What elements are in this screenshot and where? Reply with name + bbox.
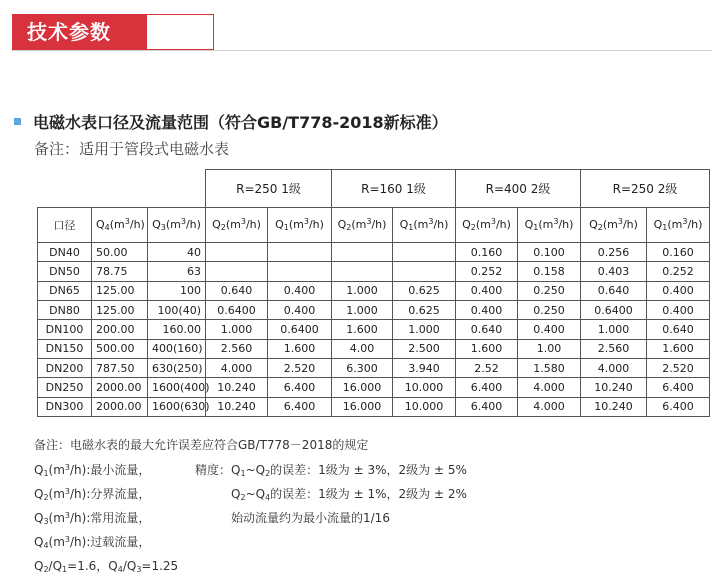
cell-q3: 400(160): [148, 339, 206, 358]
table-row: [38, 359, 710, 378]
notes-start-flow: 始动流量约为最小流量的1/16: [231, 511, 390, 525]
cell-q1: 0.250: [518, 281, 581, 300]
cell-q2: 1.000: [332, 301, 393, 320]
cell-q3: 100: [148, 281, 206, 300]
cell-q2: [206, 243, 268, 262]
cell-q3: 630(250): [148, 359, 206, 378]
flow-range-table: [37, 169, 710, 417]
cell-size: DN200: [38, 359, 92, 378]
notes-q4: $Q_4(m^3/h)$:过载流量，: [34, 535, 151, 550]
notes-accuracy-2: $Q_2\sim Q_4$的误差：1级为 ± 1%，2级为 ± 2%: [231, 487, 467, 502]
cell-q2: 0.160: [456, 243, 518, 262]
cell-q2: 10.240: [581, 378, 647, 397]
table-row: [38, 339, 710, 358]
col-header-q3: $Q_3(m^3/h)$: [148, 207, 206, 243]
size-header: 口径: [38, 207, 92, 243]
cell-q2: [332, 262, 393, 281]
table-corner: [38, 170, 206, 208]
q4-label: 过载流量，: [90, 535, 151, 549]
banner-divider: [12, 50, 712, 51]
cell-q2: 0.403: [581, 262, 647, 281]
col-header-q1: $Q_1(m^3/h)$: [647, 207, 710, 243]
cell-size: DN40: [38, 243, 92, 262]
notes-q3: $Q_3(m^3/h)$:常用流量，: [34, 511, 151, 526]
cell-q1: 0.250: [518, 301, 581, 320]
cell-q1: 0.160: [647, 243, 710, 262]
cell-q2: 0.640: [581, 281, 647, 300]
table-row: [38, 243, 710, 262]
cell-q2: 10.240: [581, 397, 647, 416]
cell-q1: [393, 243, 456, 262]
cell-q4: 787.50: [92, 359, 148, 378]
cell-q2: 4.000: [581, 359, 647, 378]
cell-q2: 10.240: [206, 397, 268, 416]
cell-q2: 16.000: [332, 378, 393, 397]
table-row: [38, 301, 710, 320]
cell-q2: 0.6400: [206, 301, 268, 320]
col-header-q2: $Q_2(m^3/h)$: [206, 207, 268, 243]
cell-q1: 6.400: [647, 378, 710, 397]
cell-q4: 2000.00: [92, 378, 148, 397]
cell-q1: 0.625: [393, 301, 456, 320]
cell-q2: 0.640: [206, 281, 268, 300]
cell-size: DN250: [38, 378, 92, 397]
cell-q1: 2.500: [393, 339, 456, 358]
cell-q1: 0.400: [268, 301, 332, 320]
section-banner: [12, 14, 214, 50]
cell-q2: 4.00: [332, 339, 393, 358]
col-header-q1: $Q_1(m^3/h)$: [518, 207, 581, 243]
cell-q4: 125.00: [92, 281, 148, 300]
cell-size: DN50: [38, 262, 92, 281]
notes-q2: $Q_2(m^3/h)$:分界流量，: [34, 487, 151, 502]
cell-q1: 1.580: [518, 359, 581, 378]
cell-q2: 2.560: [206, 339, 268, 358]
cell-q3: 1600(630): [148, 397, 206, 416]
cell-q2: 1.000: [581, 320, 647, 339]
banner-title: 技术参数: [13, 15, 147, 49]
cell-q3: 100(40): [148, 301, 206, 320]
col-header-q1: $Q_1(m^3/h)$: [268, 207, 332, 243]
cell-q1: 1.600: [268, 339, 332, 358]
cell-q1: 0.252: [647, 262, 710, 281]
cell-q4: 78.75: [92, 262, 148, 281]
cell-size: DN300: [38, 397, 92, 416]
cell-q2: 1.600: [332, 320, 393, 339]
group-header: R=250 2级: [581, 170, 710, 208]
cell-q2: 1.000: [206, 320, 268, 339]
section-title: [14, 110, 448, 133]
table-row: [38, 397, 710, 416]
group-header: R=400 2级: [456, 170, 581, 208]
cell-q4: 125.00: [92, 301, 148, 320]
cell-q2: 16.000: [332, 397, 393, 416]
cell-q2: 6.400: [456, 378, 518, 397]
cell-q1: 0.640: [647, 320, 710, 339]
col-header-q2: $Q_2(m^3/h)$: [581, 207, 647, 243]
cell-q2: 2.560: [581, 339, 647, 358]
cell-size: DN150: [38, 339, 92, 358]
cell-q3: 40: [148, 243, 206, 262]
cell-q2: 0.400: [456, 281, 518, 300]
cell-q1: 4.000: [518, 397, 581, 416]
cell-q1: 0.6400: [268, 320, 332, 339]
table-body: [38, 243, 710, 417]
cell-q2: [206, 262, 268, 281]
cell-q1: 0.100: [518, 243, 581, 262]
section-note: 备注：适用于管段式电磁水表: [34, 140, 230, 158]
table-column-header-row: [38, 207, 710, 243]
col-header-q2: $Q_2(m^3/h)$: [332, 207, 393, 243]
table-row: [38, 320, 710, 339]
cell-q2: 0.252: [456, 262, 518, 281]
notes-accuracy-1: 精度：$Q_1\sim Q_2$的误差：1级为 ± 3%，2级为 ± 5%: [195, 463, 467, 478]
col-header-q4: $Q_4(m^3/h)$: [92, 207, 148, 243]
cell-q1: 0.400: [647, 281, 710, 300]
cell-size: DN80: [38, 301, 92, 320]
cell-size: DN65: [38, 281, 92, 300]
cell-q1: 2.520: [647, 359, 710, 378]
q2-label: 分界流量，: [90, 487, 151, 501]
group-header: R=160 1级: [332, 170, 456, 208]
group-header: R=250 1级: [206, 170, 332, 208]
cell-q1: 1.00: [518, 339, 581, 358]
cell-q2: 1.000: [332, 281, 393, 300]
cell-q2: 0.6400: [581, 301, 647, 320]
cell-q1: 0.400: [268, 281, 332, 300]
q3-label: 常用流量，: [90, 511, 151, 525]
cell-q1: 0.158: [518, 262, 581, 281]
square-bullet-icon: [14, 118, 21, 125]
cell-q1: 0.400: [647, 301, 710, 320]
cell-q1: 2.520: [268, 359, 332, 378]
cell-q3: 1600(400): [148, 378, 206, 397]
cell-q2: 0.400: [456, 301, 518, 320]
cell-q1: 0.625: [393, 281, 456, 300]
cell-q3: 160.00: [148, 320, 206, 339]
cell-q1: 6.400: [268, 378, 332, 397]
col-header-q2: $Q_2(m^3/h)$: [456, 207, 518, 243]
cell-q1: [268, 243, 332, 262]
cell-q1: 10.000: [393, 397, 456, 416]
q1-label: 最小流量，: [90, 463, 151, 477]
section-title-text: 电磁水表口径及流量范围（符合GB/T778-2018新标准）: [33, 113, 448, 132]
cell-q1: 10.000: [393, 378, 456, 397]
cell-q4: 2000.00: [92, 397, 148, 416]
table-row: [38, 281, 710, 300]
cell-q1: 1.000: [393, 320, 456, 339]
cell-q1: 4.000: [518, 378, 581, 397]
cell-size: DN100: [38, 320, 92, 339]
cell-q1: 6.400: [268, 397, 332, 416]
notes-q1: $Q_1(m^3/h)$:最小流量，: [34, 463, 151, 478]
cell-q2: 0.640: [456, 320, 518, 339]
cell-q2: 4.000: [206, 359, 268, 378]
cell-q2: 10.240: [206, 378, 268, 397]
table-row: [38, 378, 710, 397]
cell-q1: 1.600: [647, 339, 710, 358]
cell-q2: 1.600: [456, 339, 518, 358]
cell-q3: 63: [148, 262, 206, 281]
cell-q1: 0.400: [518, 320, 581, 339]
notes-ratios: $Q_2/Q_1=1.6$，$Q_4/Q_3=1.25$: [34, 559, 179, 574]
col-header-q1: $Q_1(m^3/h)$: [393, 207, 456, 243]
notes-line-1: 备注：电磁水表的最大允许误差应符合GB/T778－2018的规定: [34, 438, 369, 452]
cell-q4: 50.00: [92, 243, 148, 262]
cell-q4: 200.00: [92, 320, 148, 339]
table-row: [38, 262, 710, 281]
cell-q1: [268, 262, 332, 281]
cell-q2: 6.400: [456, 397, 518, 416]
cell-q2: 2.52: [456, 359, 518, 378]
cell-q1: 6.400: [647, 397, 710, 416]
cell-q4: 500.00: [92, 339, 148, 358]
cell-q1: [393, 262, 456, 281]
cell-q1: 3.940: [393, 359, 456, 378]
cell-q2: 6.300: [332, 359, 393, 378]
cell-q2: [332, 243, 393, 262]
cell-q2: 0.256: [581, 243, 647, 262]
table-group-header-row: [38, 170, 710, 208]
